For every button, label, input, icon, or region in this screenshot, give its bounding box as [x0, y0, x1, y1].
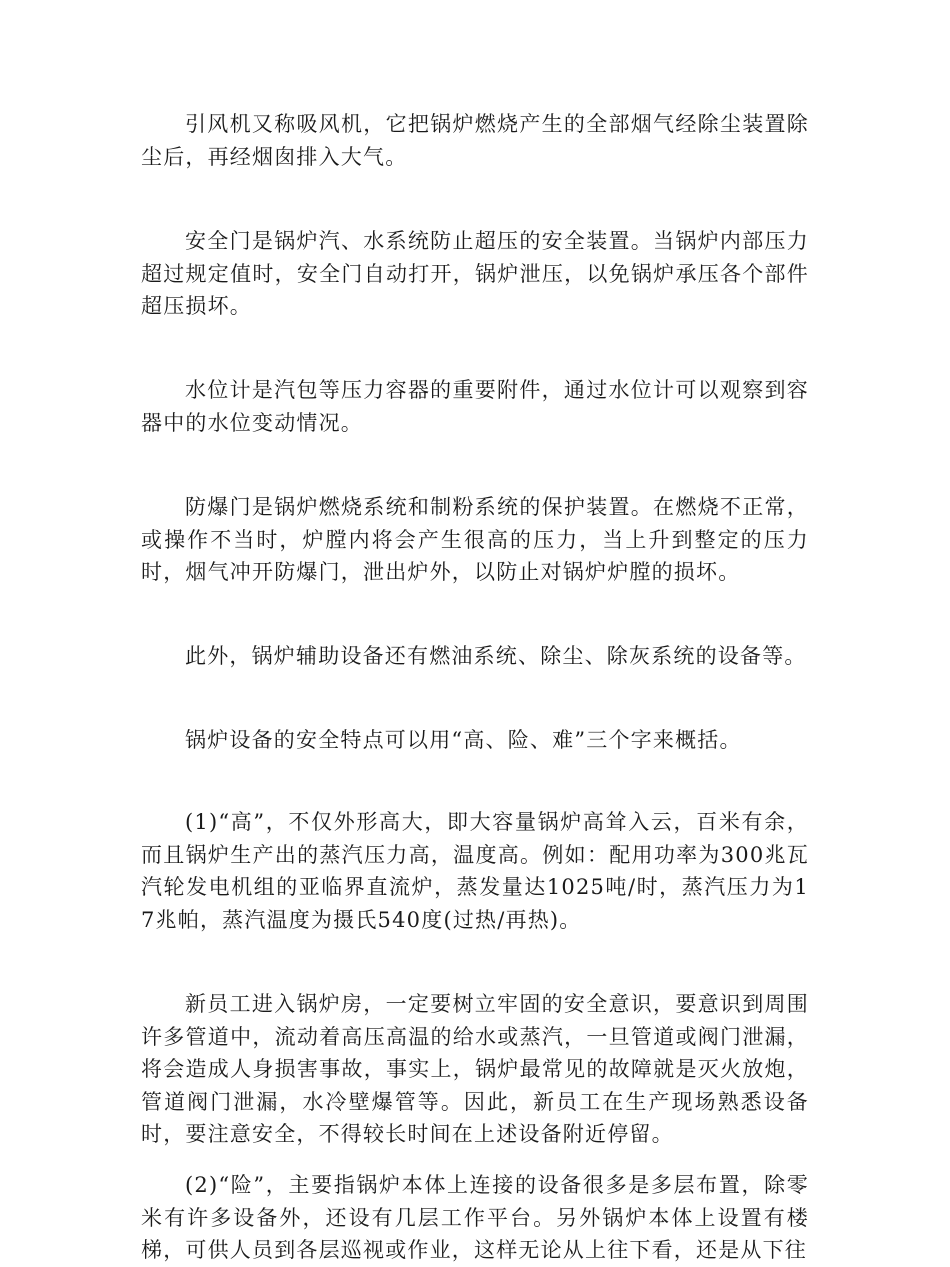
- paragraph-induced-draft-fan: 引风机又称吸风机，它把锅炉燃烧产生的全部烟气经除尘装置除尘后，再经烟囱排入大气。: [141, 112, 809, 169]
- paragraph-water-level-gauge: 水位计是汽包等压力容器的重要附件，通过水位计可以观察到容器中的水位变动情况。: [141, 378, 809, 435]
- paragraph-safety-features: 锅炉设备的安全特点可以用“高、险、难”三个字来概括。: [185, 728, 742, 752]
- paragraph-dangerous: (2)“险”，主要指锅炉本体上连接的设备很多是多层布置，除零米有许多设备外，还设有几层工作平台。另外锅炉本体上设置有楼梯，可供人员到各层巡视或作业，这样无论从上往下看，还是从下往: [141, 1173, 809, 1263]
- paragraph-auxiliary-equipment: 此外，锅炉辅助设备还有燃油系统、除尘、除灰系统的设备等。: [185, 644, 807, 668]
- paragraph-safety-valve: 安全门是锅炉汽、水系统防止超压的安全装置。当锅炉内部压力超过规定值时，安全门自动打开，锅炉泄压，以免锅炉承压各个部件超压损坏。: [141, 229, 809, 319]
- paragraph-high: (1)“高”，不仅外形高大，即大容量锅炉高耸入云，百米有余，而且锅炉生产出的蒸汽压力高，温度高。例如：配用功率为300兆瓦汽轮发电机组的亚临界直流炉，蒸发量达1025吨/时，蒸汽压力为17兆帕，蒸汽温度为摄氏540度(过热/再热)。: [141, 810, 809, 932]
- paragraph-explosion-door: 防爆门是锅炉燃烧系统和制粉系统的保护装置。在燃烧不正常，或操作不当时，炉膛内将会产生很高的压力，当上升到整定的压力时，烟气冲开防爆门，泄出炉外，以防止对锅炉炉膛的损坏。: [141, 495, 809, 585]
- paragraph-new-employees: 新员工进入锅炉房，一定要树立牢固的安全意识，要意识到周围许多管道中，流动着高压高温的给水或蒸汽，一旦管道或阀门泄漏，将会造成人身损害事故，事实上，锅炉最常见的故障就是灭火放炮，管道阀门泄漏，水冷壁爆管等。因此，新员工在生产现场熟悉设备时，要注意安全，不得较长时间在上述设备附近停留。: [141, 992, 809, 1147]
